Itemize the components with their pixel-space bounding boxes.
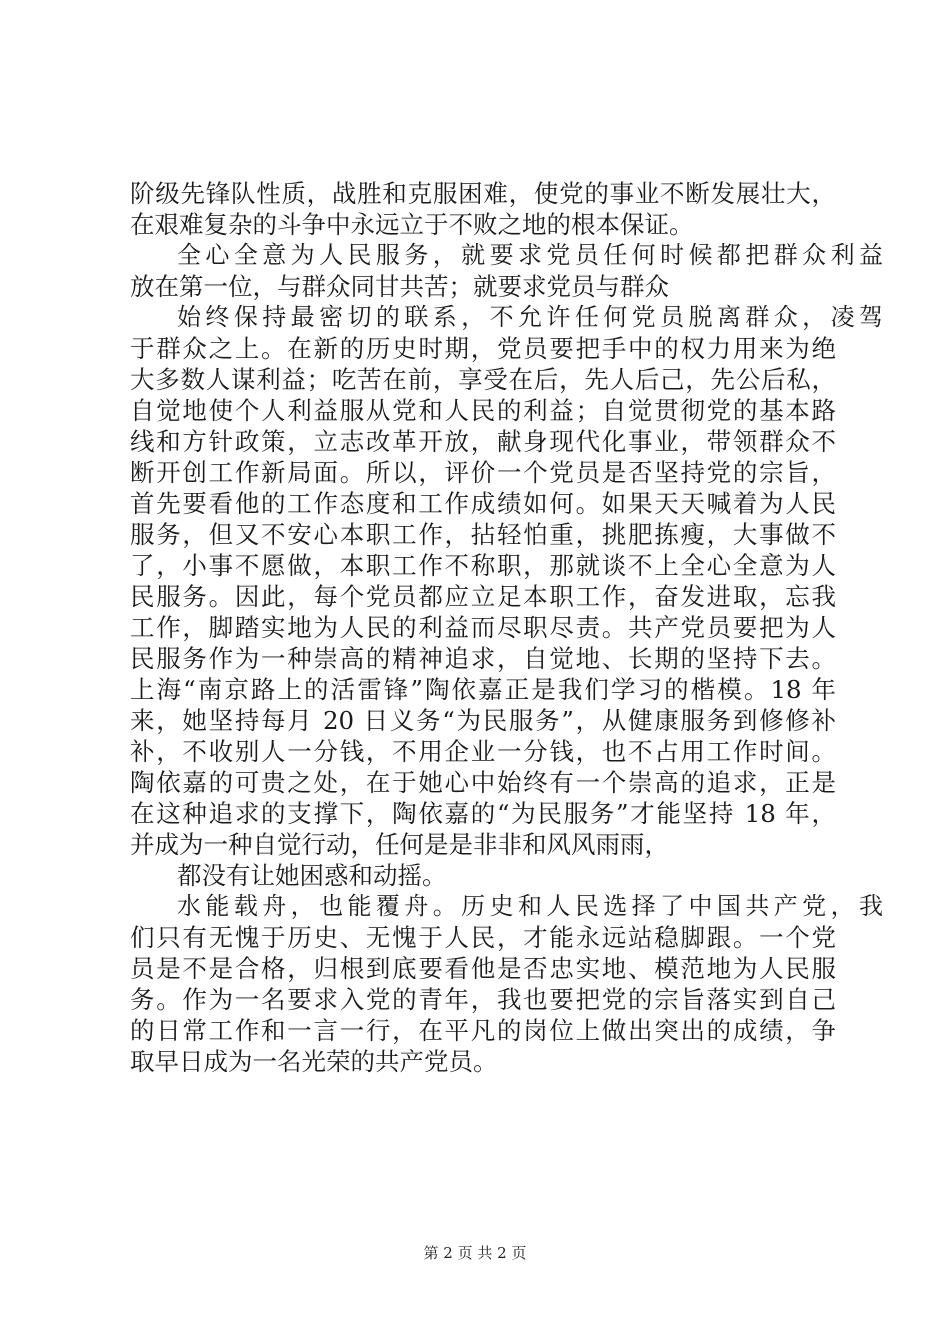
- text-line: 民服务。因此，每个党员都应立足本职工作，奋发进取，忘我: [130, 582, 836, 611]
- text-line: 放在第一位，与群众同甘共苦；就要求党员与群众: [130, 272, 669, 301]
- text-line: 在艰难复杂的斗争中永远立于不败之地的根本保证。: [130, 210, 694, 239]
- text-line: 的日常工作和一言一行，在平凡的岗位上做出突出的成绩，争: [130, 1016, 836, 1045]
- text-line: 始终保持最密切的联系，不允许任何党员脱离群众，凌驾: [177, 303, 883, 331]
- text-line: 服务，但又不安心本职工作，拈轻怕重，挑肥拣瘦，大事做不: [130, 520, 836, 549]
- body-text: [130, 178, 883, 1077]
- text-line: 断开创工作新局面。所以，评价一个党员是否坚持党的宗旨，: [130, 458, 836, 487]
- text-line: 们只有无愧于历史、无愧于人民，才能永远站稳脚跟。一个党: [130, 923, 836, 952]
- text-line: 在这种追求的支撑下，陶依嘉的“为民服务”才能坚持 18 年，: [130, 799, 836, 828]
- text-line: 工作，脚踏实地为人民的利益而尽职尽责。共产党员要把为人: [130, 613, 836, 642]
- text-line: 员是不是合格，归根到底要看他是否忠实地、模范地为人民服: [130, 954, 836, 983]
- text-line: 水能载舟，也能覆舟。历史和人民选择了中国共产党，我: [177, 892, 883, 920]
- text-line: 民服务作为一种崇高的精神追求，自觉地、长期的坚持下去。: [130, 644, 836, 673]
- text-line: 上海“南京路上的活雷锋”陶依嘉正是我们学习的楷模。18 年: [130, 675, 836, 704]
- text-line: 并成为一种自觉行动，任何是是非非和风风雨雨，: [130, 830, 669, 859]
- text-line: 线和方针政策，立志改革开放，献身现代化事业，带领群众不: [130, 427, 836, 456]
- text-line: 来，她坚持每月 20 日义务“为民服务”，从健康服务到修修补: [130, 706, 836, 735]
- text-line: 补，不收别人一分钱，不用企业一分钱，也不占用工作时间。: [130, 737, 836, 766]
- text-line: 了，小事不愿做，本职工作不称职，那就谈不上全心全意为人: [130, 551, 836, 580]
- page-number-footer: 第 2 页 共 2 页: [423, 1244, 527, 1262]
- text-line: 陶依嘉的可贵之处，在于她心中始终有一个崇高的追求，正是: [130, 768, 836, 797]
- text-line: 大多数人谋利益；吃苦在前，享受在后，先人后己，先公后私，: [130, 365, 836, 394]
- text-line: 自觉地使个人利益服从党和人民的利益；自觉贯彻党的基本路: [130, 396, 836, 425]
- text-line: 取早日成为一名光荣的共产党员。: [130, 1047, 498, 1076]
- text-line: 阶级先锋队性质，战胜和克服困难，使党的事业不断发展壮大，: [130, 179, 836, 208]
- text-line: 务。作为一名要求入党的青年，我也要把党的宗旨落实到自己: [130, 985, 836, 1014]
- text-line: 首先要看他的工作态度和工作成绩如何。如果天天喊着为人民: [130, 489, 836, 518]
- text-line: 全心全意为人民服务，就要求党员任何时候都把群众利益: [177, 241, 883, 269]
- text-line: 都没有让她困惑和动摇。: [177, 861, 447, 890]
- text-line: 于群众之上。在新的历史时期，党员要把手中的权力用来为绝: [130, 334, 836, 363]
